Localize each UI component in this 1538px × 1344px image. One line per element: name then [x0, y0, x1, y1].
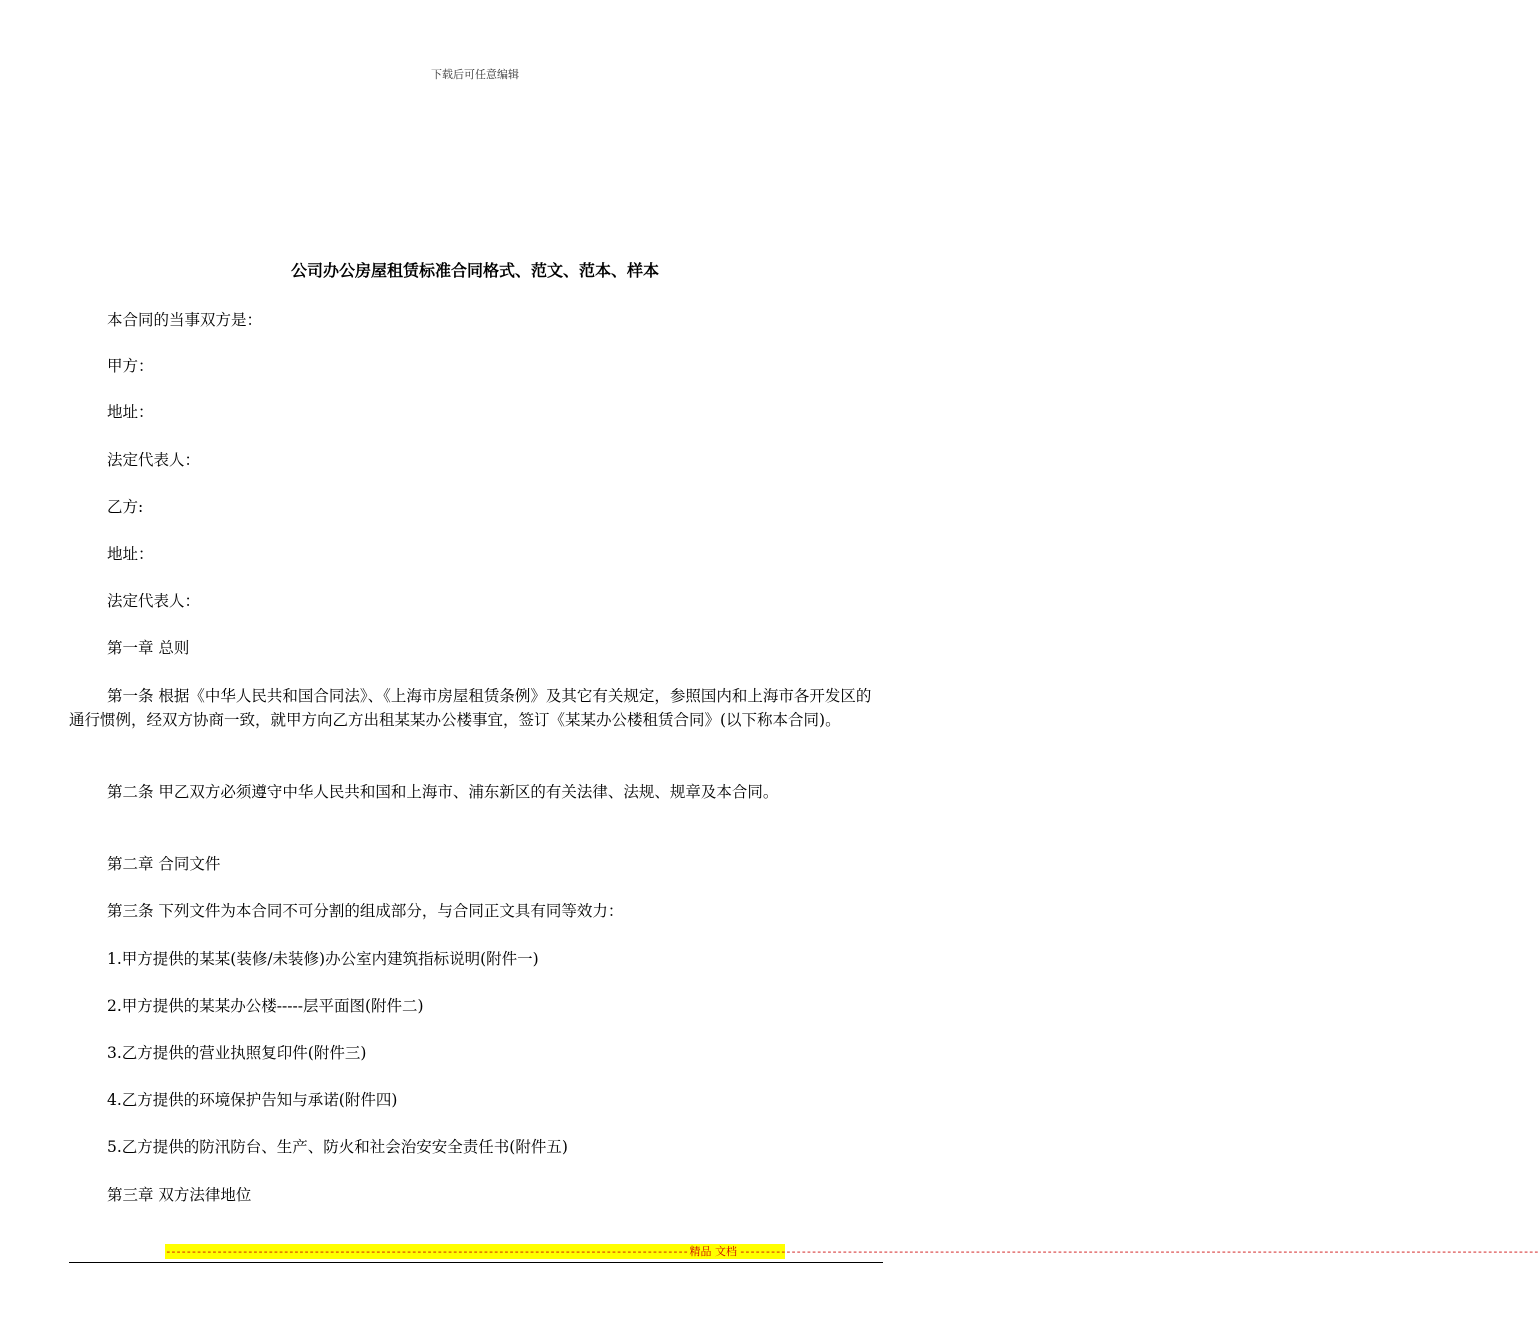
footer-right-dashes: ------------------------------------------------------------------------------------------------------------------------------------------------------------ — [739, 1245, 1538, 1258]
footer-rule — [69, 1262, 883, 1263]
paragraph-party-b-address: 地址： — [107, 545, 154, 563]
attachment-item-3: 3.乙方提供的营业执照复印件(附件三) — [107, 1044, 367, 1062]
paragraph-party-a: 甲方： — [107, 357, 154, 375]
footer-label: 精品 文档 — [689, 1245, 738, 1258]
paragraph-party-b: 乙方: — [107, 498, 144, 516]
article-3: 第三条 下列文件为本合同不可分割的组成部分，与合同正文具有同等效力： — [107, 902, 624, 920]
footer-left-dashes: ------------------------------------------------------------------------------------------------------ — [165, 1245, 688, 1258]
chapter-heading-3: 第三章 双方法律地位 — [107, 1186, 252, 1204]
paragraph-party-b-representative: 法定代表人： — [107, 592, 201, 610]
article-2: 第二条 甲乙双方必须遵守中华人民共和国和上海市、浦东新区的有关法律、法规、规章及本合同。 — [107, 783, 779, 801]
header-note: 下载后可任意编辑 — [431, 68, 519, 81]
footer-watermark-bar — [165, 1244, 1538, 1259]
paragraph-party-a-representative: 法定代表人： — [107, 451, 201, 469]
attachment-item-4: 4.乙方提供的环境保护告知与承诺(附件四) — [107, 1091, 398, 1109]
attachment-item-5: 5.乙方提供的防汛防台、生产、防火和社会治安安全责任书(附件五) — [107, 1138, 568, 1156]
paragraph-party-a-address: 地址： — [107, 403, 154, 421]
article-1: 第一条 根据《中华人民共和国合同法》、《上海市房屋租赁条例》及其它有关规定，参照国内和上海市各开发区的通行惯例，经双方协商一致，就甲方向乙方出租某某办公楼事宜，签订《某某办公楼租赁合同》(以下称本合同)。 — [69, 687, 872, 729]
attachment-item-1: 1.甲方提供的某某(装修/未装修)办公室内建筑指标说明(附件一) — [107, 950, 539, 968]
paragraph-parties-intro: 本合同的当事双方是： — [107, 311, 263, 329]
chapter-heading-1: 第一章 总则 — [107, 639, 190, 657]
chapter-heading-2: 第二章 合同文件 — [107, 855, 221, 873]
document-title: 公司办公房屋租赁标准合同格式、范文、范本、样本 — [290, 261, 659, 280]
attachment-item-2: 2.甲方提供的某某办公楼-----层平面图(附件二) — [107, 997, 424, 1015]
